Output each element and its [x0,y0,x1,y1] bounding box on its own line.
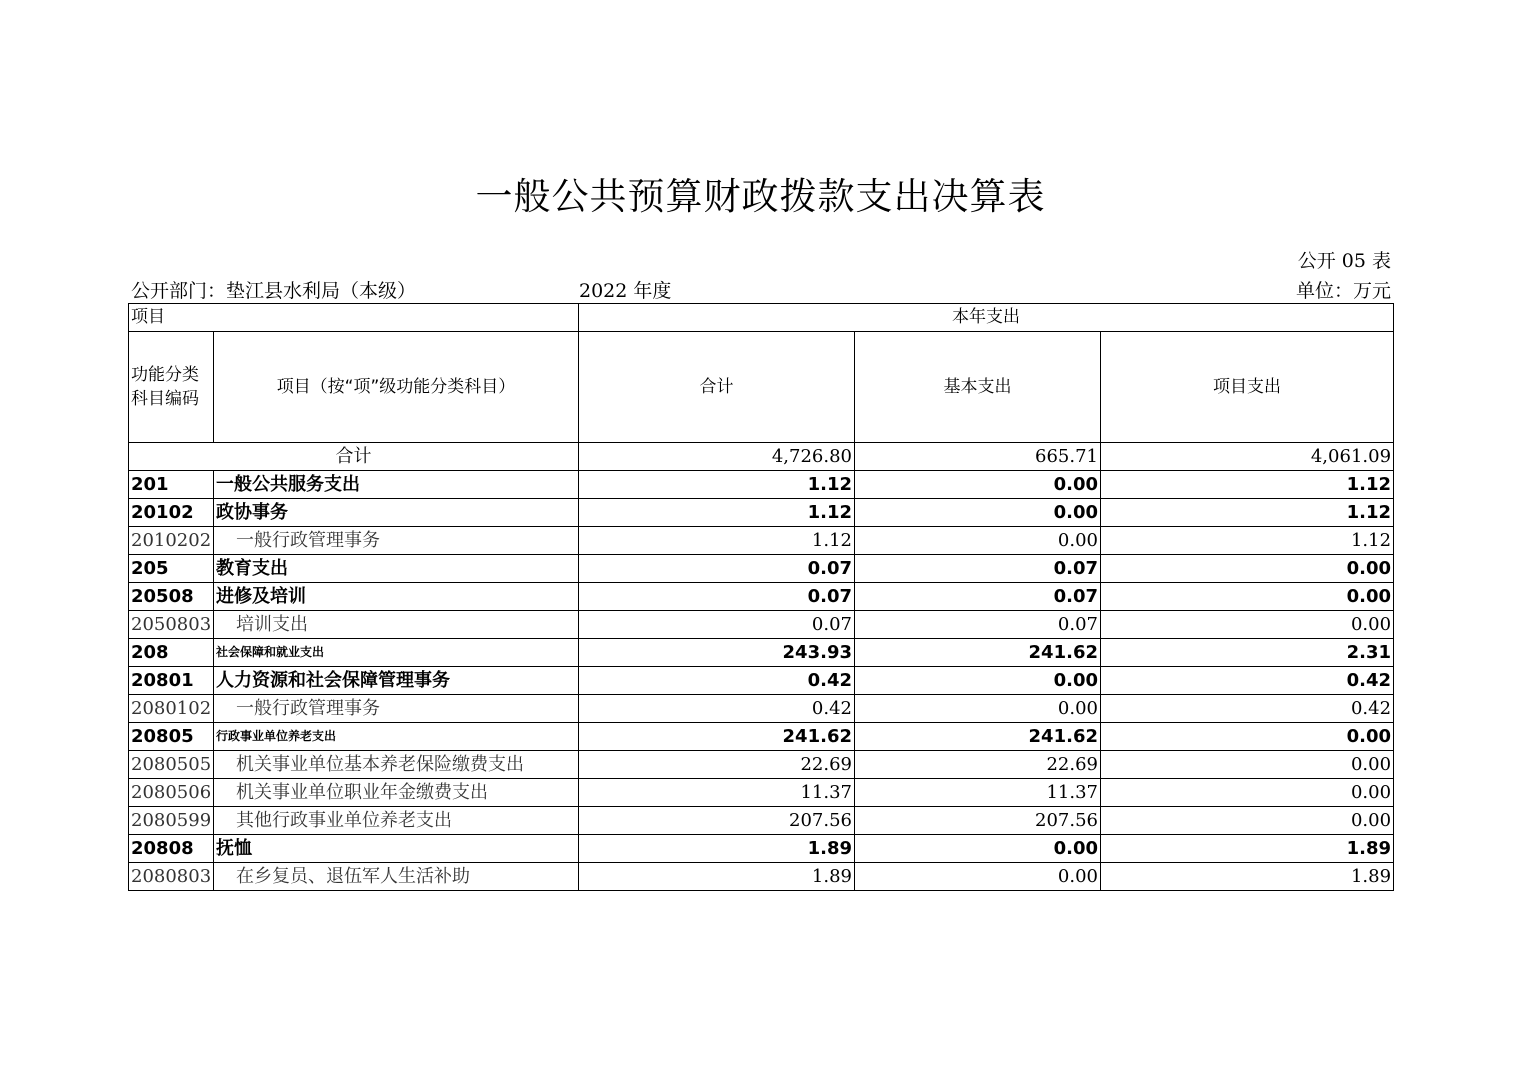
row-code: 201 [129,471,214,499]
row-name: 一般行政管理事务 [214,527,579,555]
row-project: 0.00 [1101,611,1394,639]
row-name: 在乡复员、退伍军人生活补助 [214,863,579,891]
row-code: 20508 [129,583,214,611]
row-code: 2050803 [129,611,214,639]
table-row [129,695,1394,723]
row-name: 政协事务 [214,499,579,527]
row-project: 0.42 [1101,667,1394,695]
row-name: 人力资源和社会保障管理事务 [214,667,579,695]
row-basic: 0.00 [855,499,1101,527]
row-project: 0.00 [1101,751,1394,779]
table-row [129,723,1394,751]
row-basic: 11.37 [855,779,1101,807]
row-name: 其他行政事业单位养老支出 [214,807,579,835]
row-name: 进修及培训 [214,583,579,611]
row-code: 20801 [129,667,214,695]
row-project: 1.89 [1101,863,1394,891]
table-row [129,667,1394,695]
row-basic: 0.00 [855,863,1101,891]
row-code: 20808 [129,835,214,863]
row-basic: 0.00 [855,667,1101,695]
row-code: 2080599 [129,807,214,835]
row-name: 机关事业单位基本养老保险缴费支出 [214,751,579,779]
header-name: 项目（按“项”级功能分类科目） [214,332,579,443]
department-label: 公开部门：垫江县水利局（本级） [131,280,417,302]
row-name: 教育支出 [214,555,579,583]
row-basic: 22.69 [855,751,1101,779]
row-total: 1.89 [579,835,855,863]
row-basic: 241.62 [855,723,1101,751]
table-row [129,863,1394,891]
row-name: 一般公共服务支出 [214,471,579,499]
table-row [129,555,1394,583]
row-project: 1.12 [1101,471,1394,499]
table-row [129,751,1394,779]
row-project: 1.89 [1101,835,1394,863]
row-name: 培训支出 [214,611,579,639]
row-total: 0.07 [579,611,855,639]
row-project: 1.12 [1101,499,1394,527]
row-name: 行政事业单位养老支出 [214,723,579,751]
row-basic: 0.00 [855,835,1101,863]
row-basic: 0.00 [855,527,1101,555]
total-row [129,443,1394,471]
row-code: 205 [129,555,214,583]
row-basic: 0.00 [855,471,1101,499]
row-code: 20102 [129,499,214,527]
header-code: 功能分类科目编码 [129,332,214,443]
row-code: 2010202 [129,527,214,555]
header-row-2 [129,332,1394,443]
row-basic: 241.62 [855,639,1101,667]
row-total: 0.07 [579,583,855,611]
row-code: 20805 [129,723,214,751]
row-total: 0.07 [579,555,855,583]
header-item: 项目 [129,304,579,332]
row-total: 1.12 [579,527,855,555]
row-name: 一般行政管理事务 [214,695,579,723]
header-basic: 基本支出 [855,332,1101,443]
row-project: 0.00 [1101,723,1394,751]
header-row-1 [129,304,1394,332]
table-row [129,527,1394,555]
row-code: 2080505 [129,751,214,779]
row-name: 社会保障和就业支出 [214,639,579,667]
header-current-year: 本年支出 [579,304,1394,332]
row-total: 0.42 [579,695,855,723]
table-row [129,835,1394,863]
row-total: 1.12 [579,499,855,527]
row-total: 1.12 [579,471,855,499]
row-basic: 0.07 [855,611,1101,639]
table-row [129,471,1394,499]
row-code: 208 [129,639,214,667]
row-basic: 0.00 [855,695,1101,723]
total-label: 合计 [129,443,579,471]
row-basic: 207.56 [855,807,1101,835]
row-project: 0.00 [1101,779,1394,807]
total-basic: 665.71 [855,443,1101,471]
row-code: 2080102 [129,695,214,723]
total-amount: 4,726.80 [579,443,855,471]
row-project: 0.00 [1101,807,1394,835]
table-row [129,611,1394,639]
row-project: 0.42 [1101,695,1394,723]
total-project: 4,061.09 [1101,443,1394,471]
row-project: 0.00 [1101,583,1394,611]
row-name: 机关事业单位职业年金缴费支出 [214,779,579,807]
table-row [129,639,1394,667]
row-total: 241.62 [579,723,855,751]
table-row [129,499,1394,527]
table-row [129,779,1394,807]
row-total: 22.69 [579,751,855,779]
row-project: 0.00 [1101,555,1394,583]
fiscal-year: 2022 年度 [579,280,672,302]
row-code: 2080803 [129,863,214,891]
row-project: 1.12 [1101,527,1394,555]
page-title: 一般公共预算财政拨款支出决算表 [475,175,1046,218]
table-row [129,807,1394,835]
form-number: 公开 05 表 [1297,250,1391,272]
row-total: 243.93 [579,639,855,667]
row-basic: 0.07 [855,555,1101,583]
header-total: 合计 [579,332,855,443]
expenditure-table [128,303,1394,891]
row-total: 0.42 [579,667,855,695]
table-row [129,583,1394,611]
header-project: 项目支出 [1101,332,1394,443]
row-total: 207.56 [579,807,855,835]
row-project: 2.31 [1101,639,1394,667]
row-name: 抚恤 [214,835,579,863]
row-total: 1.89 [579,863,855,891]
row-code: 2080506 [129,779,214,807]
row-total: 11.37 [579,779,855,807]
row-basic: 0.07 [855,583,1101,611]
currency-unit: 单位：万元 [1295,280,1391,302]
